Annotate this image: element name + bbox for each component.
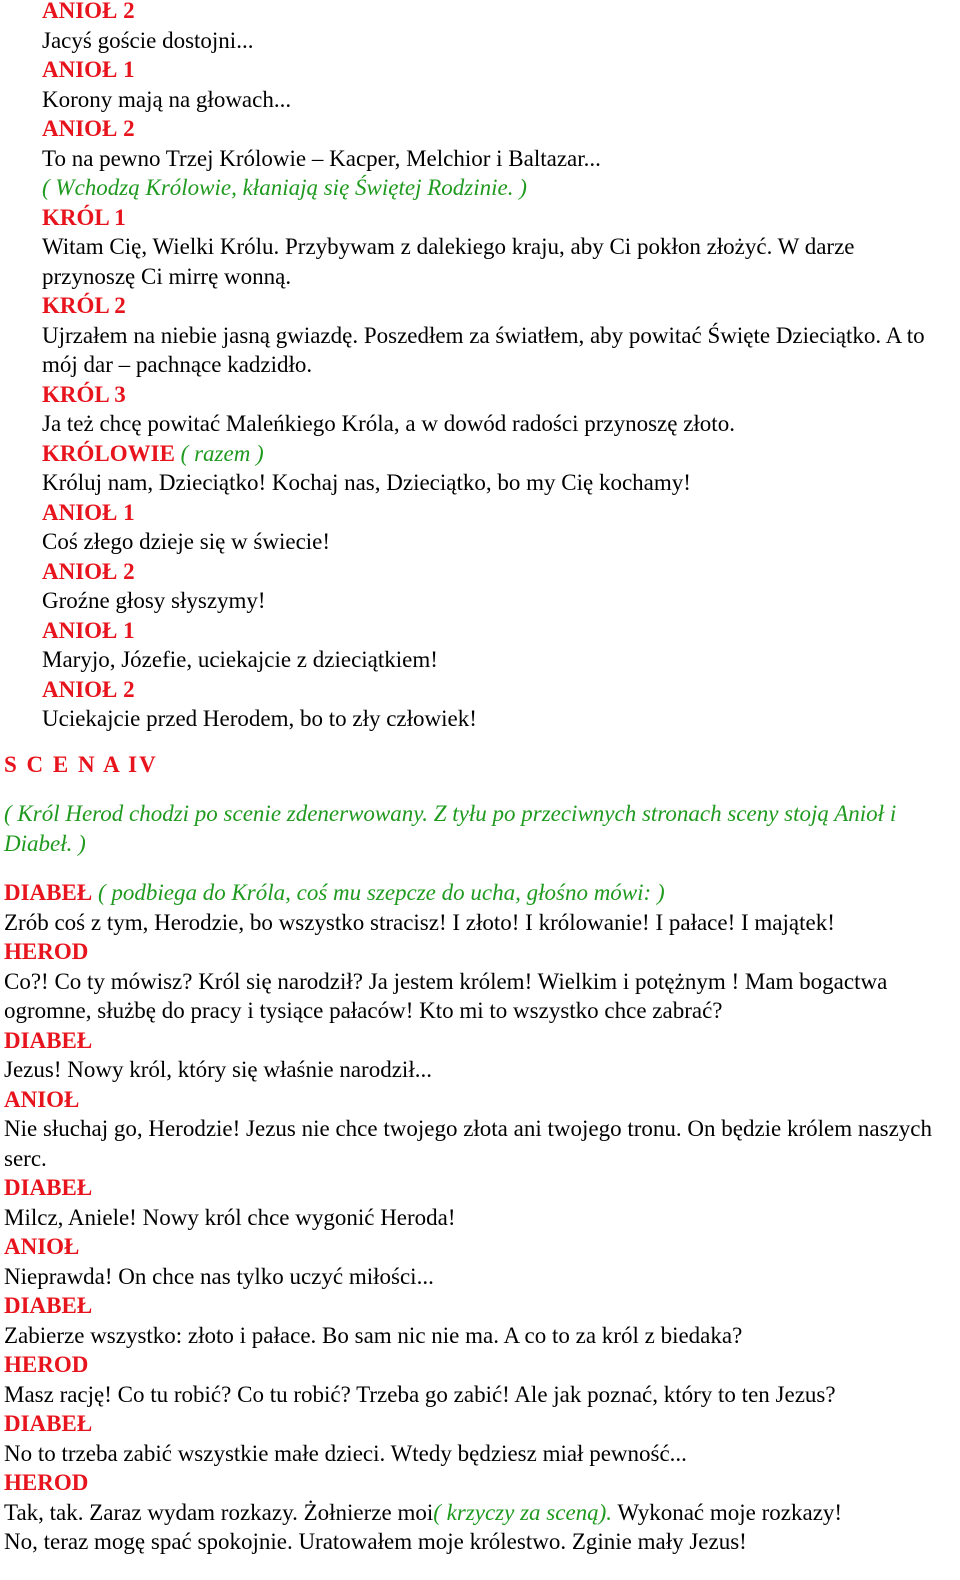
stage-direction: ( krzyczy za sceną). xyxy=(433,1499,613,1525)
dialogue-line: No, teraz mogę spać spokojnie. Uratowałem moje królestwo. Zginie mały Jezus! xyxy=(4,1529,747,1554)
dialogue-text: Wykonać moje rozkazy! xyxy=(612,1499,843,1525)
speaker-name: ANIOŁ 2 xyxy=(42,558,135,584)
scene-iv-section xyxy=(0,750,960,1557)
dialogue-line: Zrób coś z tym, Herodzie, bo wszystko stracisz! I złoto! I królowanie! I pałace! I majątek! xyxy=(4,909,835,935)
speaker-name: DIABEŁ xyxy=(4,880,93,905)
speaker-name: ANIOŁ 1 xyxy=(42,499,135,525)
stage-direction: ( razem ) xyxy=(174,440,264,466)
dialogue-line: No to trzeba zabić wszystkie małe dzieci. Wtedy będziesz miał pewność... xyxy=(4,1440,687,1466)
dialogue-line: Maryjo, Józefie, uciekajcie z dzieciątkiem! xyxy=(42,647,438,672)
speaker-name: DIABEŁ xyxy=(4,1293,93,1318)
dialogue-line: Króluj nam, Dzieciątko! Kochaj nas, Dzieciątko, bo my Cię kochamy! xyxy=(42,470,691,495)
speaker-name: ANIOŁ 1 xyxy=(42,57,135,82)
speaker-name: ANIOŁ 2 xyxy=(42,0,135,23)
scene-stage-direction: ( Król Herod chodzi po scenie zdenerwowany. Z tyłu po przeciwnych stronach sceny stoją Anioł i Diabeł. ) xyxy=(4,801,897,856)
dialogue-line: Jacyś goście dostojni... xyxy=(42,27,254,53)
scene-title: S C E N A IV xyxy=(4,751,158,777)
dialogue-line: Nieprawda! On chce nas tylko uczyć miłości... xyxy=(4,1263,434,1289)
dialogue-line: Co?! Co ty mówisz? Król się narodził? Ja jestem królem! Wielkim i potężnym ! Mam bogactwa ogromne, służbę do pracy i tysiące pałaców! Kto mi to wszystko chce zabrać? xyxy=(4,968,888,1023)
speaker-name: DIABEŁ xyxy=(4,1411,93,1436)
speaker-name: HEROD xyxy=(4,939,89,964)
dialogue-line: Milcz, Aniele! Nowy król chce wygonić Heroda! xyxy=(4,1204,456,1230)
dialogue-line xyxy=(4,1498,952,1528)
dialogue-block-scene-iv xyxy=(4,878,952,1557)
dialogue-line: Groźne głosy słyszymy! xyxy=(42,588,266,613)
speaker-line xyxy=(4,878,952,908)
dialogue-block-scene-iii xyxy=(0,0,960,734)
speaker-name: DIABEŁ xyxy=(4,1175,93,1200)
dialogue-line: Ujrzałem na niebie jasną gwiazdę. Poszedłem za światłem, aby powitać Święte Dzieciątko. A to mój dar – pachnące kadzidło. xyxy=(42,322,925,377)
speaker-name: HEROD xyxy=(4,1470,89,1495)
speaker-name: ANIOŁ 1 xyxy=(42,617,135,643)
speaker-line xyxy=(42,439,952,469)
dialogue-line: Zabierze wszystko: złoto i pałace. Bo sam nic nie ma. A co to za król z biedaka? xyxy=(4,1322,743,1348)
speaker-name: ANIOŁ xyxy=(4,1086,80,1112)
speaker-name: KRÓL 1 xyxy=(42,204,126,230)
speaker-name: KRÓLOWIE xyxy=(42,440,175,466)
dialogue-line: Uciekajcie przed Herodem, bo to zły człowiek! xyxy=(42,706,477,731)
dialogue-line: Witam Cię, Wielki Królu. Przybywam z dalekiego kraju, aby Ci pokłon złożyć. W darze przynoszę Ci mirrę wonną. xyxy=(42,234,855,289)
stage-direction: ( podbiega do Króla, coś mu szepcze do ucha, głośno mówi: ) xyxy=(92,880,665,905)
dialogue-line: Jezus! Nowy król, który się właśnie narodził... xyxy=(4,1057,432,1082)
speaker-name: ANIOŁ xyxy=(4,1234,80,1259)
dialogue-line: Masz rację! Co tu robić? Co tu robić? Trzeba go zabić! Ale jak poznać, który to ten Jezus? xyxy=(4,1381,836,1407)
dialogue-line: Coś złego dzieje się w świecie! xyxy=(42,529,331,554)
speaker-name: ANIOŁ 2 xyxy=(42,676,135,702)
dialogue-line: To na pewno Trzej Królowie – Kacper, Melchior i Baltazar... xyxy=(42,145,601,171)
speaker-name: KRÓL 2 xyxy=(42,293,126,318)
dialogue-line: Korony mają na głowach... xyxy=(42,86,292,112)
stage-direction: ( Wchodzą Królowie, kłaniają się Świętej Rodzinie. ) xyxy=(42,175,527,200)
dialogue-text: Tak, tak. Zaraz wydam rozkazy. Żołnierze moi xyxy=(4,1499,434,1525)
speaker-name: HEROD xyxy=(4,1352,89,1377)
dialogue-line: Nie słuchaj go, Herodzie! Jezus nie chce twojego złota ani twojego tronu. On będzie królem naszych serc. xyxy=(4,1116,932,1171)
speaker-name: KRÓL 3 xyxy=(42,381,126,407)
speaker-name: ANIOŁ 2 xyxy=(42,116,135,141)
dialogue-line: Ja też chcę powitać Maleńkiego Króla, a w dowód radości przynoszę złoto. xyxy=(42,411,735,436)
speaker-name: DIABEŁ xyxy=(4,1027,93,1053)
